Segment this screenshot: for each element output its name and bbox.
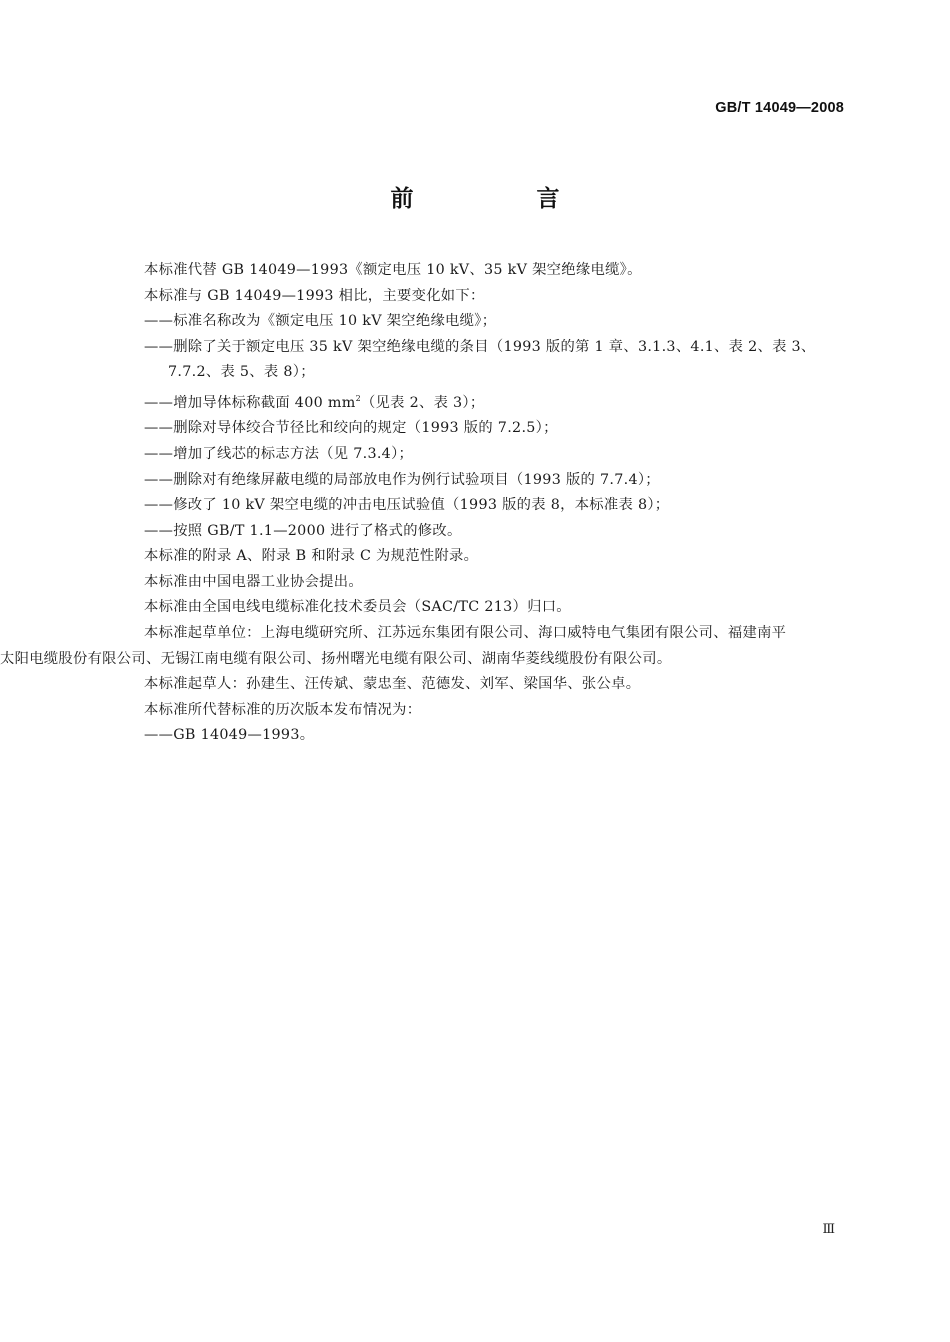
standard-code: GB/T 14049—2008: [715, 100, 844, 116]
change-item-add-section: [136, 386, 848, 416]
page-number: Ⅲ: [822, 1222, 836, 1237]
paragraph-replaces: 本标准代替 GB 14049—1993《额定电压 10 kV、35 kV 架空绝缘电缆》。: [144, 262, 642, 278]
paragraph-drafting-units-line1: 本标准起草单位：上海电缆研究所、江苏远东集团有限公司、海口威特电气集团有限公司、福建南平: [144, 625, 787, 642]
paragraph-proposed-by: 本标准由中国电器工业协会提出。: [144, 573, 363, 590]
previous-edition-item: ——GB 14049—1993。: [144, 727, 315, 744]
change-item-title: ——标准名称改为《额定电压 10 kV 架空绝缘电缆》；: [144, 313, 497, 330]
paragraph-annexes: 本标准的附录 A、附录 B 和附录 C 为规范性附录。: [144, 548, 479, 565]
paragraph-drafting-units-line2: 太阳电缆股份有限公司、无锡江南电缆有限公司、扬州曙光电缆有限公司、湖南华菱线缆股份有限公司。: [0, 650, 672, 667]
change-item-impulse-voltage: ——修改了 10 kV 架空电缆的冲击电压试验值（1993 版的表 8，本标准表 8）；: [144, 497, 670, 514]
superscript-2: 2: [355, 393, 361, 403]
change-item-delete-35kv: ——删除了关于额定电压 35 kV 架空绝缘电缆的条目（1993 版的第 1 章、3.1.3、4.1、表 2、表 3、7.7.2、表 5、表 8）；: [144, 338, 816, 381]
change-item-add-section-text: ——增加导体标称截面 400 mm: [144, 394, 356, 411]
document-body: [0, 258, 848, 749]
change-item-core-marking: ——增加了线芯的标志方法（见 7.3.4）；: [144, 445, 414, 462]
paragraph-previous-editions: 本标准所代替标准的历次版本发布情况为：: [144, 701, 422, 718]
change-item-format: ——按照 GB/T 1.1—2000 进行了格式的修改。: [144, 522, 462, 539]
paragraph-changes-intro: 本标准与 GB 14049—1993 相比，主要变化如下：: [144, 287, 485, 304]
change-item-add-section-tail: （见表 2、表 3）；: [360, 394, 485, 411]
change-item-delete-lay-ratio: ——删除对导体绞合节径比和绞向的规定（1993 版的 7.2.5）；: [144, 420, 558, 437]
page-title: 前 言: [390, 186, 610, 212]
paragraph-centralized-by: 本标准由全国电线电缆标准化技术委员会（SAC/TC 213）归口。: [144, 599, 571, 616]
paragraph-drafters: 本标准起草人：孙建生、汪传斌、蒙忠奎、范德发、刘军、梁国华、张公卓。: [144, 676, 641, 693]
change-item-partial-discharge: ——删除对有绝缘屏蔽电缆的局部放电作为例行试验项目（1993 版的 7.7.4）；: [144, 471, 660, 488]
